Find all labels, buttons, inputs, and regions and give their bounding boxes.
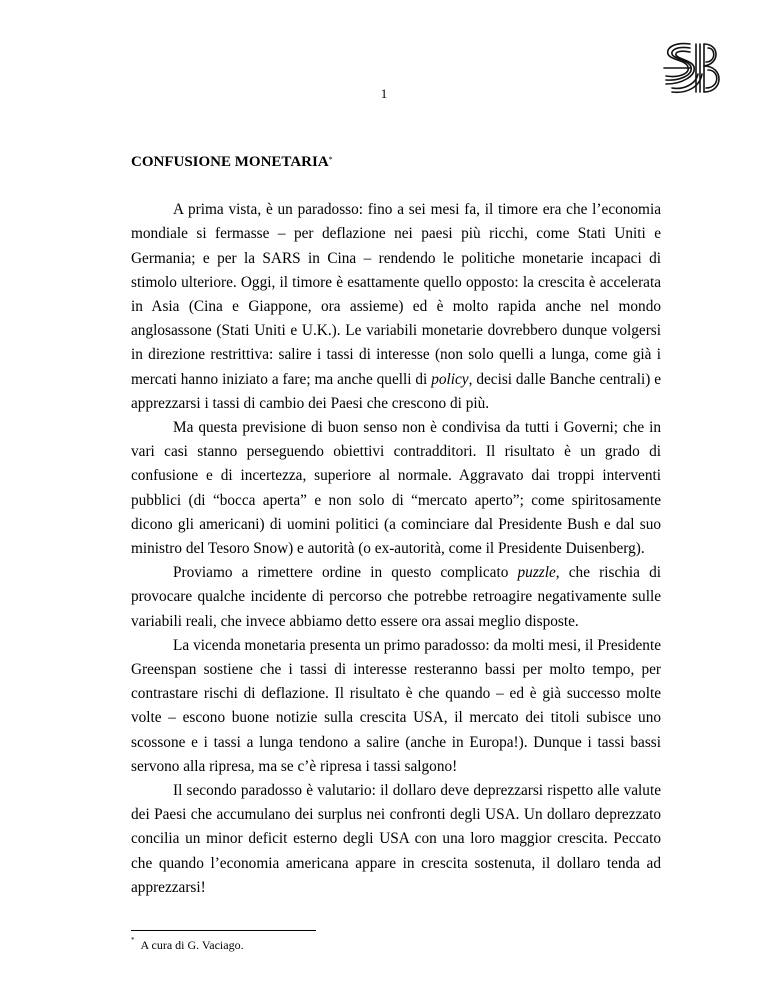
- paragraph-4: La vicenda monetaria presenta un primo paradosso: da molti mesi, il Presidente Greenspan sostiene che i tassi di interesse resteranno bassi per molto tempo, per contrastare rischi di deflazione. Il risultato è che quando – ed è già successo molte volte – escono buone notizie sulla crescita USA, il mercato dei titoli subisce uno scossone e i tassi a lunga tendono a salire (anche in Europa!). Dunque i tassi bassi servono alla ripresa, ma se c’è ripresa i tassi salgono!: [131, 636, 661, 775]
- footnote-text: A cura di G. Vaciago.: [140, 938, 244, 952]
- document-body: [131, 150, 661, 900]
- emphasis-puzzle: puzzle: [517, 564, 556, 582]
- document-title: CONFUSIONE MONETARIA*: [131, 154, 333, 170]
- footnote: [131, 938, 244, 953]
- paragraph-1: A prima vista, è un paradosso: fino a sei mesi fa, il timore era che l’economia mondiale si fermasse – per deflazione nei paesi più ricchi, come Stati Uniti e Germania; e per la SARS in Cina – rendendo le politiche monetarie incapaci di stimolo ulteriore. Oggi, il timore è esattamente quello opposto: la crescita è accelerata in Asia (Cina e Giappone, ora assieme) ed è molto rapida anche nel mondo anglosassone (Stati Uniti e U.K.). Le variabili monetarie dovrebbero dunque volgersi in direzione restrittiva: salire i tassi di interesse (non solo quelli a lunga, come già i mercati hanno iniziato a fare; ma anche quelli di policy, decisi dalle Banche centrali) e apprezzarsi i tassi di cambio dei Paesi che crescono di più.: [131, 201, 662, 412]
- paragraph-3: Proviamo a rimettere ordine in questo complicato puzzle, che rischia di provocare qualche incidente di percorso che potrebbe retroagire negativamente sulle variabili reali, che invece abbiamo detto essere ora assai meglio disposte.: [131, 564, 661, 630]
- footnote-marker: *: [131, 936, 135, 944]
- title-footnote-marker: *: [328, 155, 333, 164]
- emphasis-policy: policy: [431, 370, 469, 388]
- paragraph-2: Ma questa previsione di buon senso non è condivisa da tutti i Governi; che in vari casi stanno perseguendo obiettivi contradditori. Il risultato è un grado di confusione e di incertezza, superiore al normale. Aggravato dai troppi interventi pubblici (di “bocca aperta” e non solo di “mercato aperto”; come spiritosamente dicono gli americani) di uomini politici (a cominciare dal Presidente Bush e dal suo ministro del Tesoro Snow) e autorità (o ex-autorità, come il Presidente Duisenberg).: [131, 419, 661, 558]
- page-number: 1: [380, 86, 388, 101]
- footnote-divider: [131, 930, 316, 931]
- paragraph-5: Il secondo paradosso è valutario: il dollaro deve deprezzarsi rispetto alle valute dei Paesi che accumulano dei surplus nei confronti degli USA. Un dollaro deprezzato concilia un minor deficit esterno degli USA con una loro maggior crescita. Peccato che quando l’economia americana appare in crescita sostenuta, il dollaro tenda ad apprezzarsi!: [131, 782, 661, 896]
